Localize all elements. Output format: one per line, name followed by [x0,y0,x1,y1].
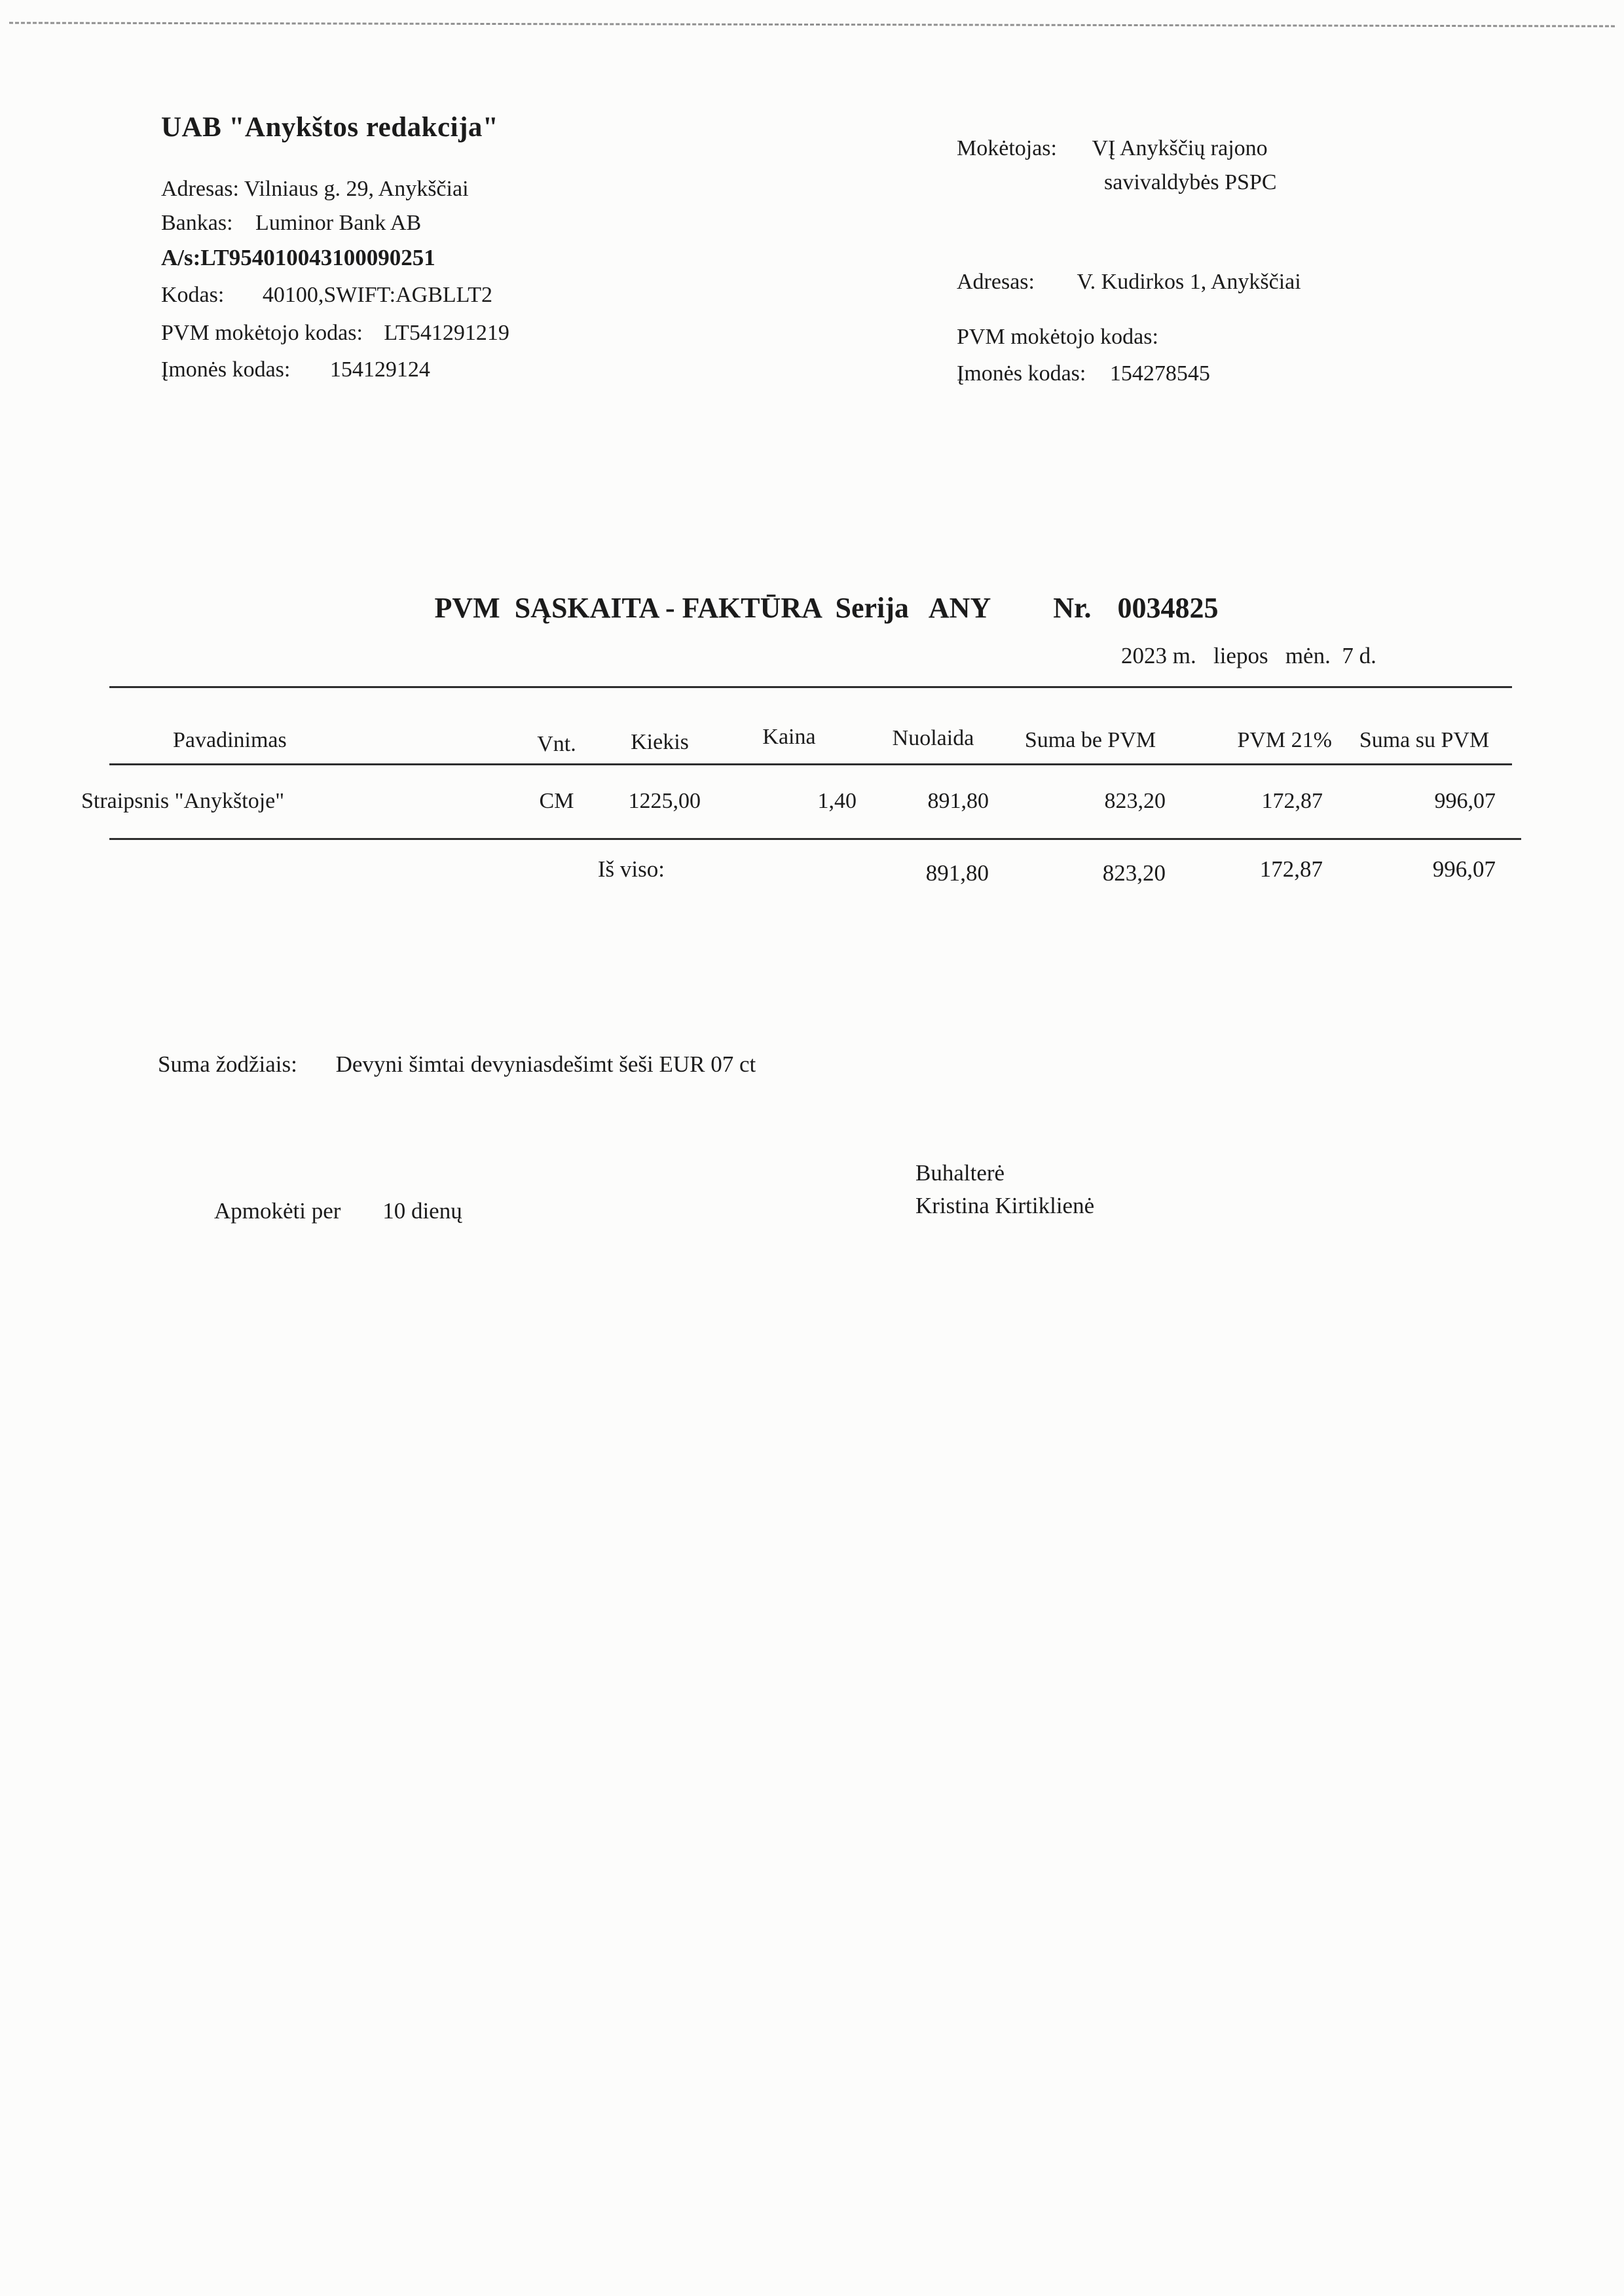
item-price: 1,40 [817,789,857,813]
buyer-payer-name-line1: VĮ Anykščių rajono [1092,136,1268,160]
item-discount: 891,80 [927,789,989,813]
col-header-sum-inc-vat: Suma su PVM [1359,728,1490,752]
table-header-row [111,693,1513,762]
col-header-quantity: Kiekis [631,730,689,754]
buyer-address-label: Adresas: [957,270,1035,294]
col-header-name: Pavadinimas [173,728,287,752]
item-name: Straipsnis "Anykštoje" [81,789,285,813]
buyer-payer-name-line2: savivaldybės PSPC [1104,170,1277,194]
totals-empty-price-cell [714,856,864,883]
table-top-rule [109,686,1512,688]
seller-name: UAB "Anykštos redakcija" [161,112,499,143]
payment-term-label: Apmokėti per [214,1198,341,1224]
invoice-date: 2023 m. liepos mėn. 7 d. [1121,643,1376,668]
item-sum-ex-vat: 823,20 [1104,789,1166,813]
item-sum-inc-vat: 996,07 [1434,789,1496,813]
seller-company-code-value: 154129124 [329,357,430,382]
col-header-unit: Vnt. [537,732,576,756]
item-vat: 172,87 [1261,789,1323,813]
buyer-vat-line: PVM mokėtojo kodas: [957,325,1158,349]
invoice-series: ANY [928,592,991,624]
buyer-payer-label: Mokėtojas: [957,136,1057,160]
buyer-company-code-line [957,361,1210,386]
accountant-title: Buhalterė [915,1160,1005,1186]
col-header-price: Kaina [762,725,816,749]
amount-in-words-label: Suma žodžiais: [158,1051,297,1077]
seller-bank-line [161,211,421,236]
totals-sum-inc-vat: 996,07 [1432,856,1496,882]
seller-address: Adresas: Vilniaus g. 29, Anykščiai [161,177,469,201]
table-totals-row [111,846,1513,886]
buyer-payer-line [957,136,1268,161]
item-quantity: 1225,00 [628,789,701,813]
col-header-discount: Nuolaida [892,726,974,750]
col-header-sum-ex-vat: Suma be PVM [1024,728,1156,752]
accountant-block [915,1160,1095,1218]
invoice-number: 0034825 [1117,592,1219,624]
table-header-rule [109,763,1512,765]
table-row-rule [109,838,1521,840]
seller-account-line: A/s:LT954010043100090251 [161,245,435,270]
seller-company-code-line [161,357,430,382]
invoice-title [0,558,1624,658]
buyer-address-line [957,270,1301,295]
buyer-company-code-label: Įmonės kodas: [957,361,1086,386]
seller-company-code-label: Įmonės kodas: [161,357,291,382]
amount-in-words-line [158,1051,756,1078]
scan-edge-dashed-line [9,22,1615,27]
buyer-address-value: V. Kudirkos 1, Anykščiai [1077,270,1301,294]
totals-discount: 891,80 [925,860,989,886]
seller-address-line [161,177,469,202]
seller-bank-value: Luminor Bank AB [255,211,422,235]
payment-term-value: 10 dienų [382,1198,462,1224]
totals-label: Iš viso: [597,856,665,882]
seller-bank-label: Bankas: [161,211,233,235]
invoice-number-label: Nr. [1053,592,1092,624]
totals-vat: 172,87 [1259,856,1323,882]
seller-vat-label: PVM mokėtojo kodas: [161,321,363,345]
seller-vat-line [161,321,509,346]
seller-code-label: Kodas: [161,283,225,307]
invoice-title-main: PVM SĄSKAITA - FAKTŪRA Serija [434,592,909,624]
payment-term-line [214,1198,462,1224]
buyer-company-code-value: 154278545 [1109,361,1210,386]
amount-in-words-value: Devyni šimtai devyniasdešimt šeši EUR 07 ct [335,1051,756,1077]
seller-code-line [161,283,492,308]
seller-vat-value: LT541291219 [384,321,509,345]
totals-sum-ex-vat: 823,20 [1102,860,1166,886]
item-unit: CM [539,789,574,813]
col-header-vat: PVM 21% [1237,728,1332,752]
seller-code-value: 40100,SWIFT:AGBLLT2 [262,283,493,307]
accountant-name: Kristina Kirtiklienė [915,1193,1095,1218]
table-row [81,766,1513,837]
